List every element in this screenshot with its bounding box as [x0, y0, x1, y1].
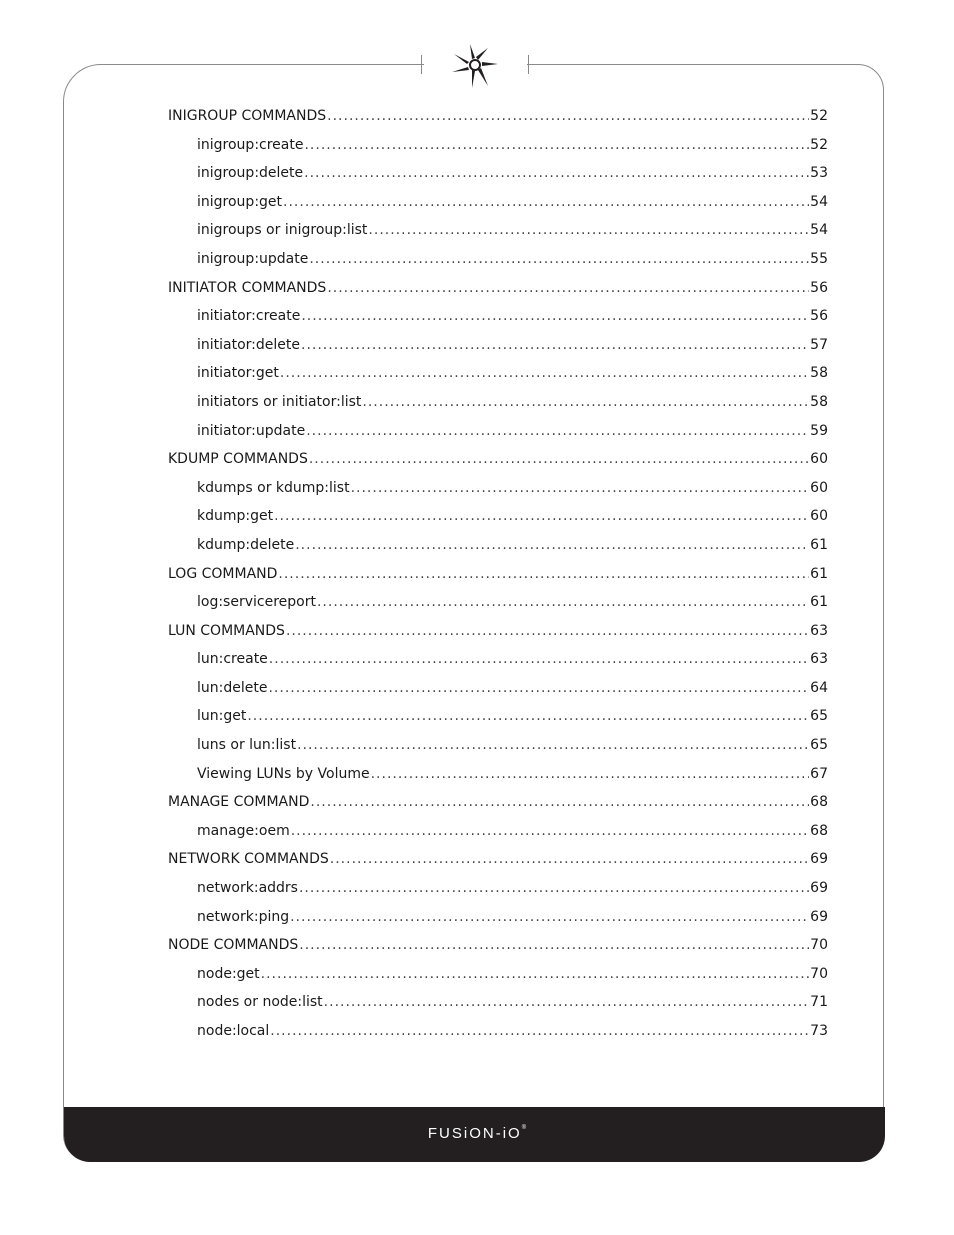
toc-entry-title: inigroup:get	[197, 193, 283, 210]
toc-entry-page: 60	[810, 479, 828, 496]
toc-leader-dots	[291, 822, 809, 841]
toc-entry[interactable]	[168, 279, 828, 308]
table-of-contents	[168, 107, 828, 1051]
toc-entry-title: kdumps or kdump:list	[197, 479, 350, 496]
toc-entry-title: NETWORK COMMANDS	[168, 851, 329, 868]
toc-leader-dots	[290, 908, 809, 927]
toc-entry[interactable]	[168, 593, 828, 622]
toc-entry-page: 69	[810, 908, 828, 925]
toc-entry-title: manage:oem	[197, 822, 290, 839]
toc-leader-dots	[309, 450, 809, 469]
toc-entry-page: 54	[810, 222, 828, 239]
toc-entry-title: initiator:create	[197, 308, 301, 325]
fusion-io-star-logo-icon	[448, 42, 502, 90]
toc-entry-page: 57	[810, 336, 828, 353]
toc-entry-page: 55	[810, 250, 828, 267]
toc-entry[interactable]	[168, 736, 828, 765]
toc-entry[interactable]	[168, 507, 828, 536]
toc-entry[interactable]	[168, 650, 828, 679]
toc-entry[interactable]	[168, 908, 828, 937]
toc-leader-dots	[310, 793, 809, 812]
toc-leader-dots	[324, 993, 810, 1012]
toc-entry-title: MANAGE COMMAND	[168, 794, 310, 811]
toc-leader-dots	[269, 650, 809, 669]
toc-entry[interactable]	[168, 993, 828, 1022]
toc-leader-dots	[278, 565, 809, 584]
toc-entry[interactable]	[168, 450, 828, 479]
toc-leader-dots	[304, 164, 809, 183]
toc-entry-page: 56	[810, 279, 828, 296]
toc-entry-page: 65	[810, 708, 828, 725]
toc-entry-title: initiator:get	[197, 365, 279, 382]
toc-entry-page: 69	[810, 851, 828, 868]
toc-entry-page: 70	[810, 937, 828, 954]
toc-leader-dots	[327, 107, 809, 126]
toc-leader-dots	[306, 422, 809, 441]
toc-leader-dots	[270, 1022, 809, 1041]
toc-entry-page: 58	[810, 393, 828, 410]
toc-entry-page: 68	[810, 822, 828, 839]
toc-entry-title: inigroups or inigroup:list	[197, 222, 368, 239]
toc-leader-dots	[362, 393, 809, 412]
toc-entry-title: nodes or node:list	[197, 994, 323, 1011]
toc-entry-page: 71	[810, 994, 828, 1011]
toc-entry-page: 61	[810, 536, 828, 553]
footer-brand-logo	[0, 1125, 954, 1142]
toc-entry[interactable]	[168, 393, 828, 422]
toc-entry-page: 65	[810, 737, 828, 754]
toc-entry-page: 73	[810, 1023, 828, 1039]
toc-entry-page: 56	[810, 308, 828, 325]
toc-leader-dots	[330, 850, 809, 869]
toc-entry[interactable]	[168, 422, 828, 451]
toc-entry-title: inigroup:update	[197, 250, 309, 267]
toc-entry[interactable]	[168, 164, 828, 193]
toc-leader-dots	[283, 193, 809, 212]
toc-entry-title: NODE COMMANDS	[168, 937, 299, 954]
toc-leader-dots	[299, 936, 809, 955]
toc-entry-title: lun:delete	[197, 679, 268, 696]
toc-entry-title: node:local	[197, 1023, 270, 1039]
toc-entry-title: lun:create	[197, 651, 268, 668]
toc-leader-dots	[371, 765, 810, 784]
toc-entry-page: 67	[810, 765, 828, 782]
toc-entry-title: KDUMP COMMANDS	[168, 451, 308, 468]
toc-leader-dots	[368, 221, 809, 240]
toc-leader-dots	[351, 479, 810, 498]
toc-entry[interactable]	[168, 536, 828, 565]
brand-name: FUSiON-iO	[427, 1125, 522, 1142]
toc-leader-dots	[327, 279, 809, 298]
toc-leader-dots	[304, 136, 809, 155]
toc-entry-page: 52	[810, 108, 828, 124]
toc-entry[interactable]	[168, 107, 828, 136]
toc-entry-title: network:addrs	[197, 880, 298, 897]
toc-entry[interactable]	[168, 822, 828, 851]
toc-entry[interactable]	[168, 765, 828, 794]
toc-entry-title: node:get	[197, 965, 260, 982]
toc-entry-title: LOG COMMAND	[168, 565, 278, 582]
toc-entry-page: 64	[810, 679, 828, 696]
toc-entry-page: 63	[810, 622, 828, 639]
toc-entry[interactable]	[168, 936, 828, 965]
toc-entry-title: inigroup:delete	[197, 165, 304, 182]
toc-entry-page: 70	[810, 965, 828, 982]
toc-entry-title: initiator:update	[197, 422, 306, 439]
toc-entry-title: INITIATOR COMMANDS	[168, 279, 327, 296]
toc-entry-page: 52	[810, 136, 828, 153]
toc-entry-title: inigroup:create	[197, 136, 304, 153]
toc-entry-title: log:servicereport	[197, 594, 316, 611]
toc-leader-dots	[309, 250, 809, 269]
toc-entry-title: luns or lun:list	[197, 737, 297, 754]
toc-entry-page: 54	[810, 193, 828, 210]
toc-leader-dots	[301, 307, 809, 326]
toc-leader-dots	[280, 364, 809, 383]
toc-leader-dots	[261, 965, 810, 984]
toc-leader-dots	[299, 879, 809, 898]
toc-entry-page: 61	[810, 565, 828, 582]
toc-leader-dots	[295, 536, 809, 555]
toc-entry[interactable]	[168, 136, 828, 165]
toc-entry[interactable]	[168, 565, 828, 594]
toc-entry-title: network:ping	[197, 908, 290, 925]
registered-mark: ®	[521, 1125, 527, 1131]
toc-entry-page: 53	[810, 165, 828, 182]
toc-entry[interactable]	[168, 193, 828, 222]
toc-entry[interactable]	[168, 879, 828, 908]
toc-entry[interactable]	[168, 479, 828, 508]
toc-leader-dots	[268, 679, 809, 698]
toc-leader-dots	[274, 507, 809, 526]
toc-entry[interactable]	[168, 622, 828, 651]
toc-entry[interactable]	[168, 336, 828, 365]
toc-entry[interactable]	[168, 850, 828, 879]
toc-entry-title: kdump:delete	[197, 536, 295, 553]
toc-entry[interactable]	[168, 793, 828, 822]
toc-entry-page: 68	[810, 794, 828, 811]
toc-entry[interactable]	[168, 965, 828, 994]
toc-entry-title: INIGROUP COMMANDS	[168, 108, 327, 124]
toc-entry-page: 60	[810, 508, 828, 525]
toc-entry[interactable]	[168, 707, 828, 736]
toc-leader-dots	[286, 622, 809, 641]
toc-entry[interactable]	[168, 679, 828, 708]
toc-entry-page: 59	[810, 422, 828, 439]
toc-entry-title: kdump:get	[197, 508, 274, 525]
toc-entry[interactable]	[168, 364, 828, 393]
toc-entry-page: 63	[810, 651, 828, 668]
toc-entry[interactable]	[168, 307, 828, 336]
toc-entry-title: LUN COMMANDS	[168, 622, 285, 639]
toc-entry[interactable]	[168, 221, 828, 250]
toc-entry-page: 69	[810, 880, 828, 897]
toc-leader-dots	[317, 593, 809, 612]
toc-entry-title: initiators or initiator:list	[197, 393, 362, 410]
toc-entry-page: 60	[810, 451, 828, 468]
toc-entry[interactable]	[168, 250, 828, 279]
toc-leader-dots	[297, 736, 809, 755]
toc-leader-dots	[301, 336, 809, 355]
toc-entry-title: Viewing LUNs by Volume	[197, 765, 370, 782]
toc-entry-title: initiator:delete	[197, 336, 300, 353]
toc-entry-page: 58	[810, 365, 828, 382]
toc-entry-title: lun:get	[197, 708, 247, 725]
toc-leader-dots	[247, 707, 809, 726]
toc-entry[interactable]	[168, 1022, 828, 1051]
toc-entry-page: 61	[810, 594, 828, 611]
